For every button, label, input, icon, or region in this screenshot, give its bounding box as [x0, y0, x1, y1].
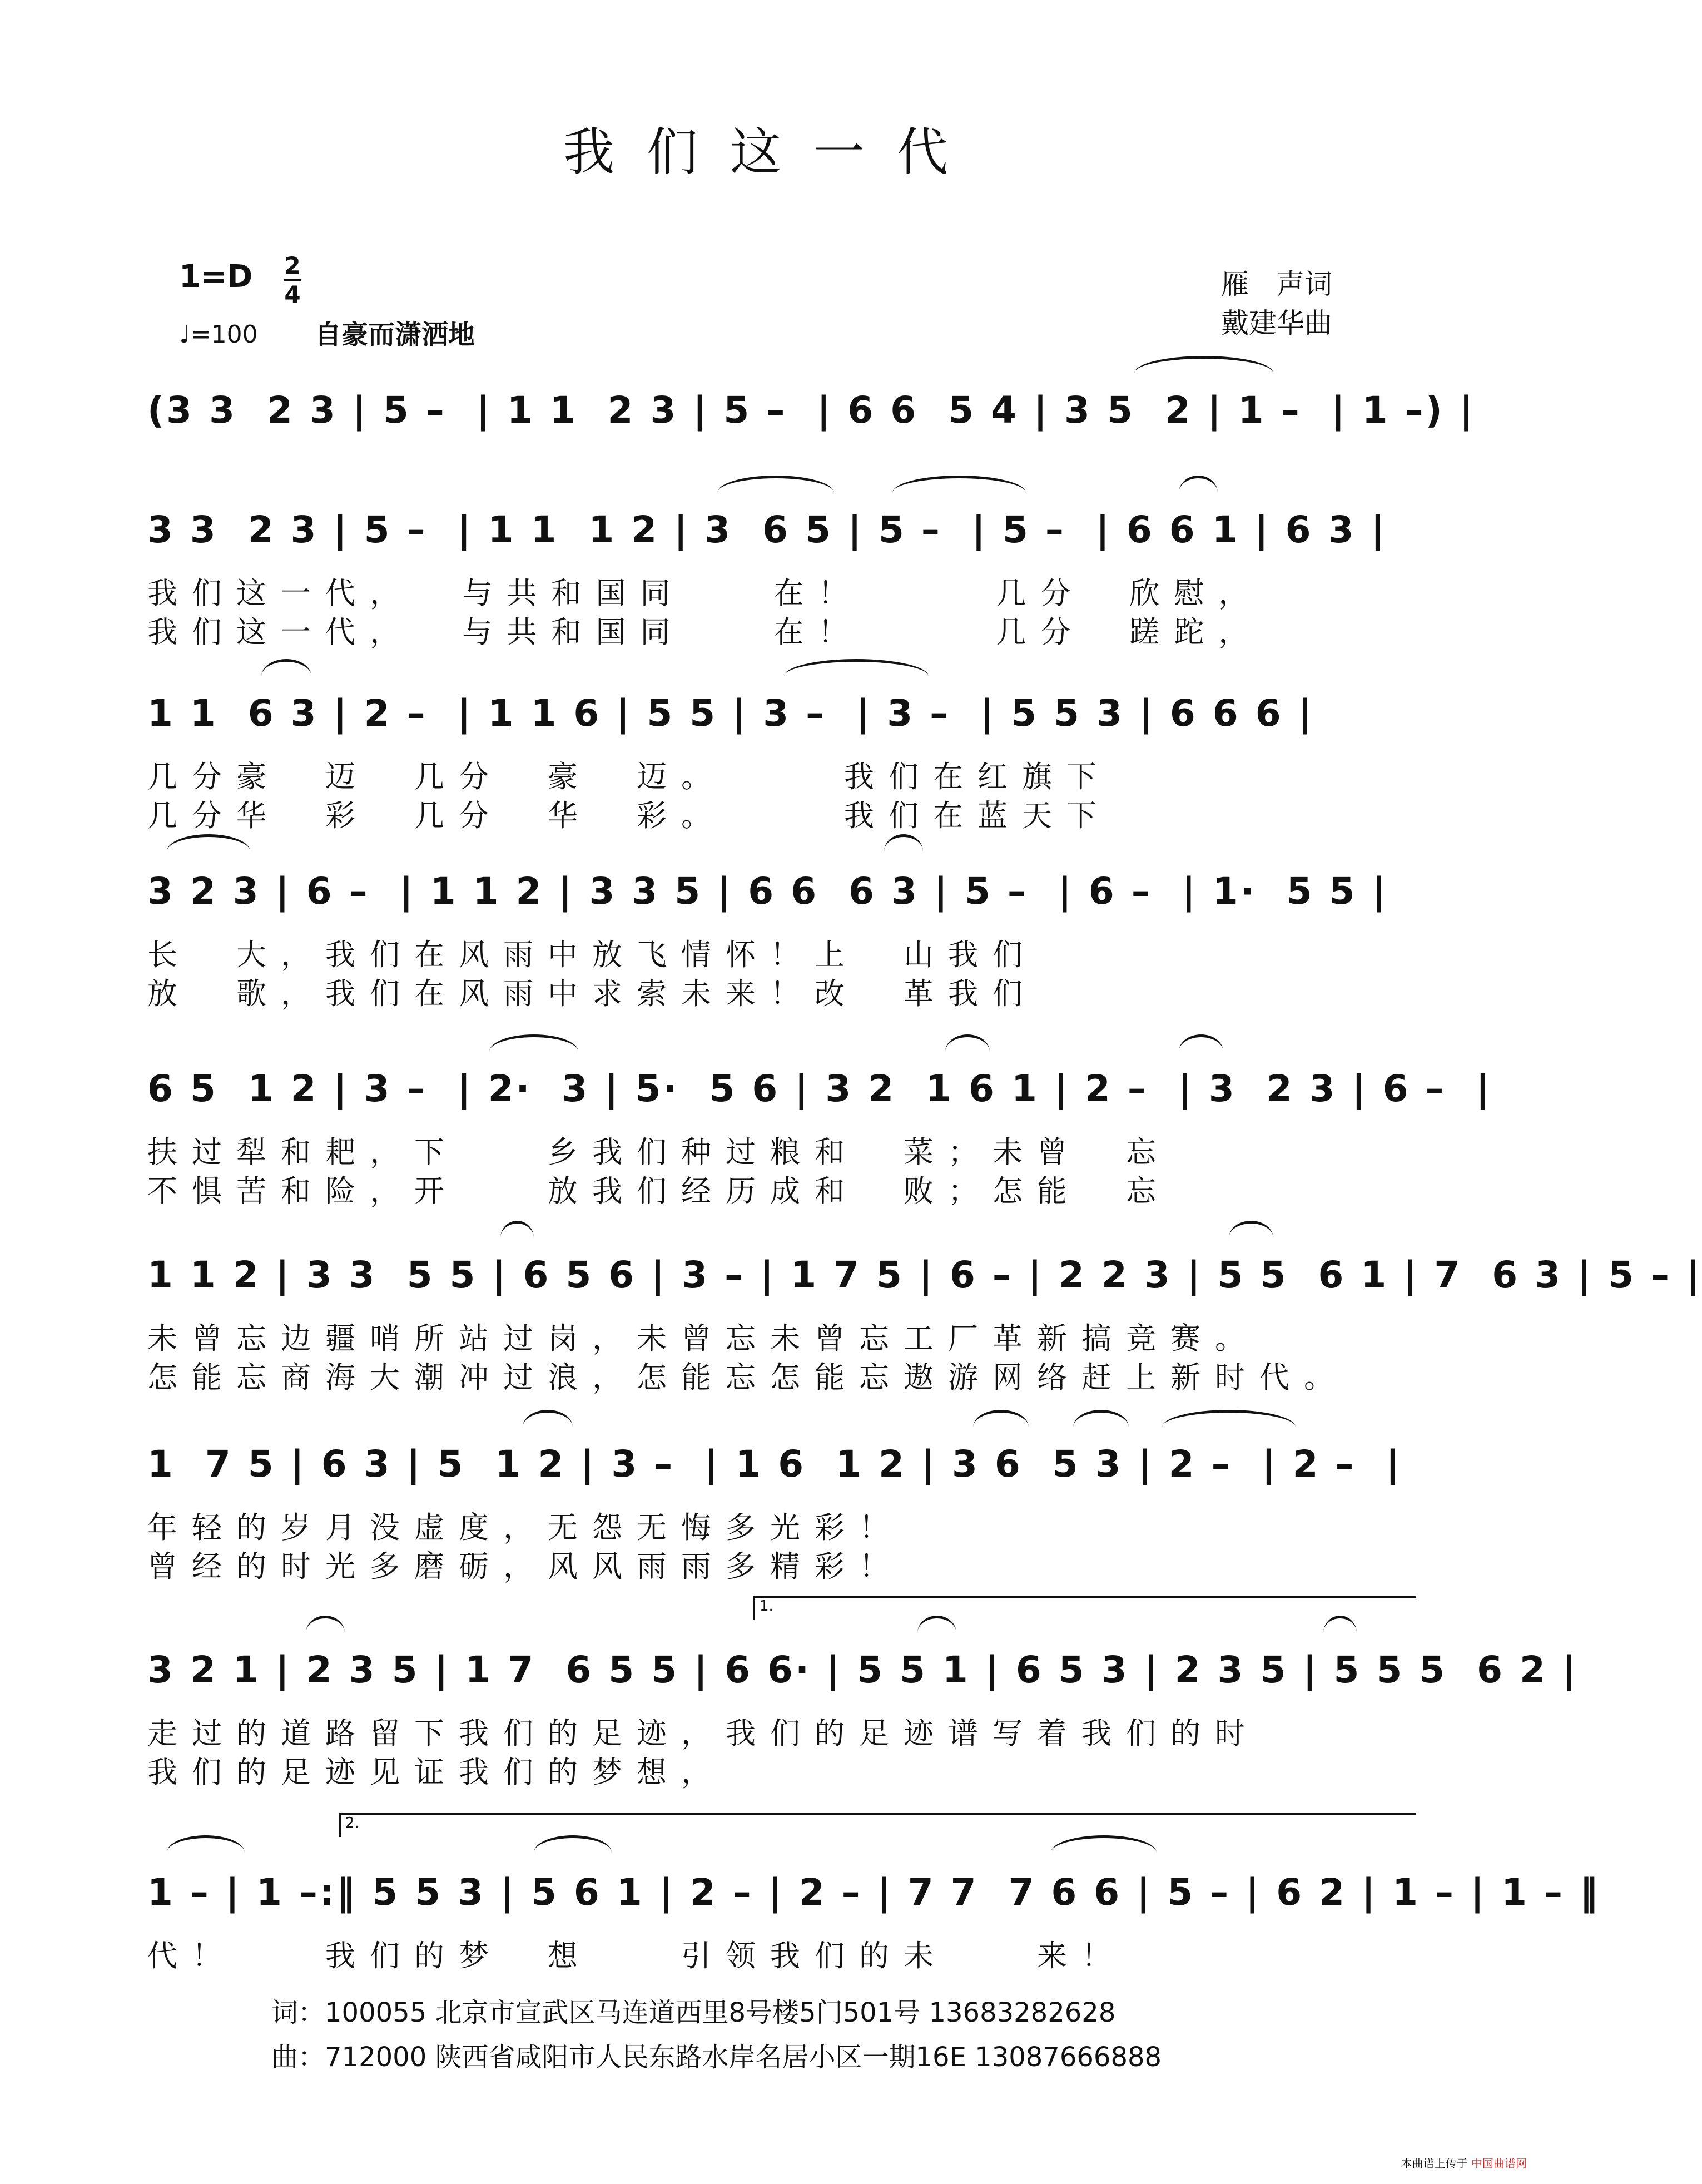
- lyrics-verse-1: 扶过犁和耙，下 乡我们种过粮和 菜；未曾 忘: [147, 1135, 1170, 1170]
- slur-mark: [717, 476, 834, 493]
- composer-credit: 戴建华曲: [1221, 307, 1332, 339]
- slur-mark: [500, 1221, 534, 1238]
- slur-mark: [1179, 1034, 1223, 1052]
- lyrics-verse-2: 曾经的时光多磨砺，风风雨雨多精彩！: [147, 1549, 904, 1584]
- lyrics-verse-2: 几分华 彩 几分 华 彩。 我们在蓝天下: [147, 798, 1111, 833]
- lyrics-verse-1: 代！ 我们的梦 想 引领我们的未 来！: [147, 1938, 1126, 1973]
- key-signature: 1=D: [179, 259, 253, 295]
- slur-mark: [1134, 356, 1273, 373]
- time-signature-top: 2: [284, 252, 301, 279]
- watermark: [1401, 2155, 1527, 2171]
- notation: 3 3 2 3 | 5 – | 1 1 1 2 | 3 6 5 | 5 – | 5 – | 6 6 1 | 6 3 |: [147, 508, 1387, 551]
- notation: 1 – | 1 –:‖ 5 5 3 | 5 6 1 | 2 – | 2 – | 7 7 7 6 6 | 5 – | 6 2 | 1 – | 1 – ‖: [147, 1871, 1600, 1914]
- lyrics-verse-2: 放 歌，我们在风雨中求索未来！改 革我们: [147, 976, 1037, 1011]
- lyrics-verse-1: 年轻的岁月没虚度，无怨无悔多光彩！: [147, 1510, 904, 1545]
- lyricist-credit: 雁 声词: [1221, 268, 1332, 300]
- lyrics-verse-1: 几分豪 迈 几分 豪 迈。 我们在红旗下: [147, 759, 1111, 794]
- lyrics-verse-1: 我们这一代， 与共和国同 在！ 几分 欣慰，: [147, 576, 1263, 611]
- watermark-brand: 中国曲谱网: [1471, 2157, 1527, 2170]
- watermark-text: 本曲谱上传于: [1401, 2157, 1468, 2170]
- slur-mark: [1229, 1221, 1273, 1238]
- slur-mark: [1179, 476, 1218, 493]
- slur-mark: [261, 659, 311, 676]
- lyrics-verse-2: 不惧苦和险，开 放我们经历成和 败；怎能 忘: [147, 1173, 1170, 1209]
- slur-mark: [1051, 1835, 1157, 1853]
- notation: 6 5 1 2 | 3 – | 2· 3 | 5· 5 6 | 3 2 1 6 1 | 2 – | 3 2 3 | 6 – |: [147, 1067, 1492, 1110]
- lyrics-verse-2: 怎能忘商海大潮冲过浪，怎能忘怎能忘遨游网络赶上新时代。: [147, 1360, 1348, 1395]
- lyrics-verse-1: 未曾忘边疆哨所站过岗，未曾忘未曾忘工厂革新搞竞赛。: [147, 1321, 1259, 1356]
- notation: 1 7 5 | 6 3 | 5 1 2 | 3 – | 1 6 1 2 | 3 6 5 3 | 2 – | 2 – |: [147, 1443, 1402, 1485]
- staff-line-1: [147, 389, 1475, 464]
- staff-line-7: [147, 1443, 1410, 1518]
- slur-mark: [973, 1410, 1029, 1427]
- time-signature: [281, 254, 304, 307]
- composer-address: 曲：712000 陕西省咸阳市人民东路水岸名居小区一期16E 13087666888: [271, 2042, 1162, 2073]
- staff-line-6: [147, 1254, 1702, 1329]
- tempo-marking: ♩=100: [179, 320, 258, 349]
- slur-mark: [167, 1835, 245, 1853]
- slur-mark: [784, 659, 929, 676]
- staff-line-5: [147, 1067, 1492, 1143]
- slur-mark: [306, 1616, 345, 1633]
- volta-bracket: 2.: [339, 1813, 1416, 1837]
- slur-mark: [1073, 1410, 1129, 1427]
- lyrics-verse-1: 长 大，我们在风雨中放飞情怀！上 山我们: [147, 937, 1037, 972]
- slur-mark: [523, 1410, 573, 1427]
- notation: (3 3 2 3 | 5 – | 1 1 2 3 | 5 – | 6 6 5 4 | 3 5 2 | 1 – | 1 –) |: [147, 389, 1475, 432]
- expression-marking: 自豪而潇洒地: [315, 319, 475, 350]
- lyrics-verse-2: 我们的足迹见证我们的梦想，: [147, 1755, 726, 1790]
- slur-mark: [892, 476, 1026, 493]
- notation: 3 2 3 | 6 – | 1 1 2 | 3 3 5 | 6 6 6 3 | 5 – | 6 – | 1· 5 5 |: [147, 870, 1388, 913]
- slur-mark: [534, 1835, 612, 1853]
- staff-line-9: [147, 1815, 1600, 1947]
- slur-mark: [884, 834, 923, 851]
- time-signature-bottom: 4: [284, 281, 301, 308]
- staff-line-2: [147, 508, 1410, 584]
- song-title: 我们这一代: [563, 122, 980, 182]
- slur-mark: [489, 1034, 578, 1052]
- lyricist-address: 词：100055 北京市宣武区马连道西里8号楼5门501号 13683282628: [271, 1997, 1116, 2028]
- slur-mark: [1162, 1410, 1296, 1427]
- notation: 3 2 1 | 2 3 5 | 1 7 6 5 5 | 6 6· | 5 5 1 | 6 5 3 | 2 3 5 | 5 5 5 6 2 |: [147, 1648, 1579, 1691]
- volta-bracket: 1.: [753, 1596, 1416, 1620]
- lyrics-verse-2: 我们这一代， 与共和国同 在！ 几分 蹉跎，: [147, 615, 1263, 650]
- slur-mark: [945, 1034, 990, 1052]
- slur-mark: [167, 834, 250, 851]
- staff-line-8: [147, 1598, 1579, 1724]
- lyrics-verse-1: 走过的道路留下我们的足迹，我们的足迹谱写着我们的时: [147, 1716, 1259, 1751]
- notation: 1 1 6 3 | 2 – | 1 1 6 | 5 5 | 3 – | 3 – | 5 5 3 | 6 6 6 |: [147, 692, 1314, 735]
- staff-line-3: [147, 692, 1410, 767]
- notation: 1 1 2 | 3 3 5 5 | 6 5 6 | 3 – | 1 7 5 | 6 – | 2 2 3 | 5 5 6 1 | 7 6 3 | 5 – |: [147, 1254, 1702, 1296]
- staff-line-4: [147, 870, 1410, 945]
